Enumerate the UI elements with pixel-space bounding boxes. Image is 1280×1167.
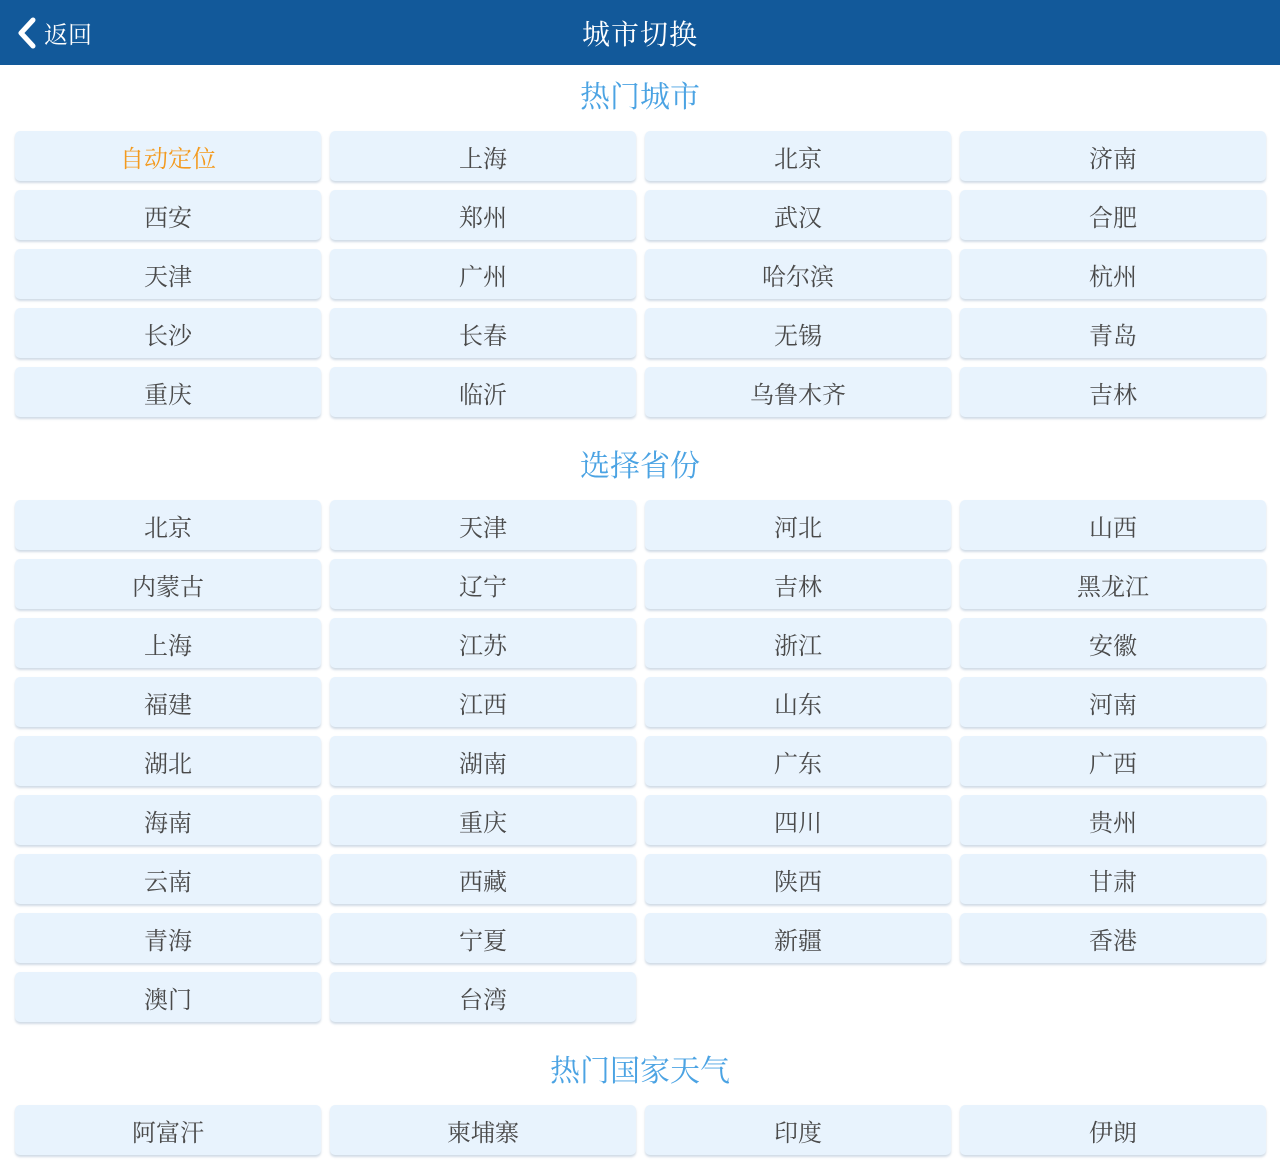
- province-button[interactable]: 黑龙江: [960, 559, 1266, 609]
- province-button[interactable]: 湖南: [330, 736, 636, 786]
- hot-city-button[interactable]: 重庆: [15, 367, 321, 417]
- province-button[interactable]: 辽宁: [330, 559, 636, 609]
- chevron-left-icon: [16, 17, 38, 49]
- hot-city-button[interactable]: 合肥: [960, 190, 1266, 240]
- page-title: 城市切换: [581, 17, 698, 51]
- province-button[interactable]: 重庆: [330, 795, 636, 845]
- hot-city-button[interactable]: 广州: [330, 249, 636, 299]
- province-button[interactable]: 吉林: [645, 559, 951, 609]
- hot-city-button[interactable]: 无锡: [645, 308, 951, 358]
- hot-city-button[interactable]: 武汉: [645, 190, 951, 240]
- hot-countries-grid: [0, 1105, 1280, 1155]
- province-button[interactable]: 江苏: [330, 618, 636, 668]
- back-label: 返回: [44, 21, 92, 49]
- country-button[interactable]: 伊朗: [960, 1105, 1266, 1155]
- province-button[interactable]: 浙江: [645, 618, 951, 668]
- province-button[interactable]: 云南: [15, 854, 321, 904]
- province-button[interactable]: 西藏: [330, 854, 636, 904]
- province-button[interactable]: 上海: [15, 618, 321, 668]
- hot-city-button[interactable]: 西安: [15, 190, 321, 240]
- hot-countries-title: 热门国家天气: [550, 1054, 730, 1089]
- provinces-grid: [0, 500, 1280, 1022]
- country-button[interactable]: 印度: [645, 1105, 951, 1155]
- province-button[interactable]: 山东: [645, 677, 951, 727]
- hot-city-button[interactable]: 上海: [330, 131, 636, 181]
- province-button[interactable]: 湖北: [15, 736, 321, 786]
- province-button[interactable]: 海南: [15, 795, 321, 845]
- province-button[interactable]: 青海: [15, 913, 321, 963]
- province-button[interactable]: 陕西: [645, 854, 951, 904]
- hot-cities-title: 热门城市: [580, 80, 700, 115]
- provinces-title: 选择省份: [580, 449, 700, 484]
- hot-city-button[interactable]: 哈尔滨: [645, 249, 951, 299]
- province-button[interactable]: 北京: [15, 500, 321, 550]
- hot-city-button[interactable]: 乌鲁木齐: [645, 367, 951, 417]
- province-button[interactable]: 澳门: [15, 972, 321, 1022]
- hot-cities-grid: [0, 131, 1280, 417]
- hot-city-button[interactable]: 北京: [645, 131, 951, 181]
- province-button[interactable]: 甘肃: [960, 854, 1266, 904]
- province-button[interactable]: 江西: [330, 677, 636, 727]
- country-button[interactable]: 阿富汗: [15, 1105, 321, 1155]
- hot-city-button[interactable]: 青岛: [960, 308, 1266, 358]
- province-button[interactable]: 安徽: [960, 618, 1266, 668]
- hot-city-button[interactable]: 临沂: [330, 367, 636, 417]
- province-button[interactable]: 台湾: [330, 972, 636, 1022]
- hot-city-button[interactable]: 郑州: [330, 190, 636, 240]
- hot-city-button[interactable]: 吉林: [960, 367, 1266, 417]
- province-button[interactable]: 宁夏: [330, 913, 636, 963]
- province-button[interactable]: 内蒙古: [15, 559, 321, 609]
- province-button[interactable]: 福建: [15, 677, 321, 727]
- auto-locate-button[interactable]: 自动定位: [15, 131, 321, 181]
- province-button[interactable]: 河北: [645, 500, 951, 550]
- province-button[interactable]: 河南: [960, 677, 1266, 727]
- province-button[interactable]: 贵州: [960, 795, 1266, 845]
- hot-city-button[interactable]: 杭州: [960, 249, 1266, 299]
- province-button[interactable]: 广东: [645, 736, 951, 786]
- hot-city-button[interactable]: 长沙: [15, 308, 321, 358]
- province-button[interactable]: 山西: [960, 500, 1266, 550]
- hot-city-button[interactable]: 济南: [960, 131, 1266, 181]
- province-button[interactable]: 新疆: [645, 913, 951, 963]
- hot-city-button[interactable]: 长春: [330, 308, 636, 358]
- province-button[interactable]: 天津: [330, 500, 636, 550]
- back-button[interactable]: [16, 0, 92, 65]
- province-button[interactable]: 香港: [960, 913, 1266, 963]
- province-button[interactable]: 广西: [960, 736, 1266, 786]
- top-bar: [0, 0, 1280, 65]
- province-button[interactable]: 四川: [645, 795, 951, 845]
- hot-city-button[interactable]: 天津: [15, 249, 321, 299]
- country-button[interactable]: 柬埔寨: [330, 1105, 636, 1155]
